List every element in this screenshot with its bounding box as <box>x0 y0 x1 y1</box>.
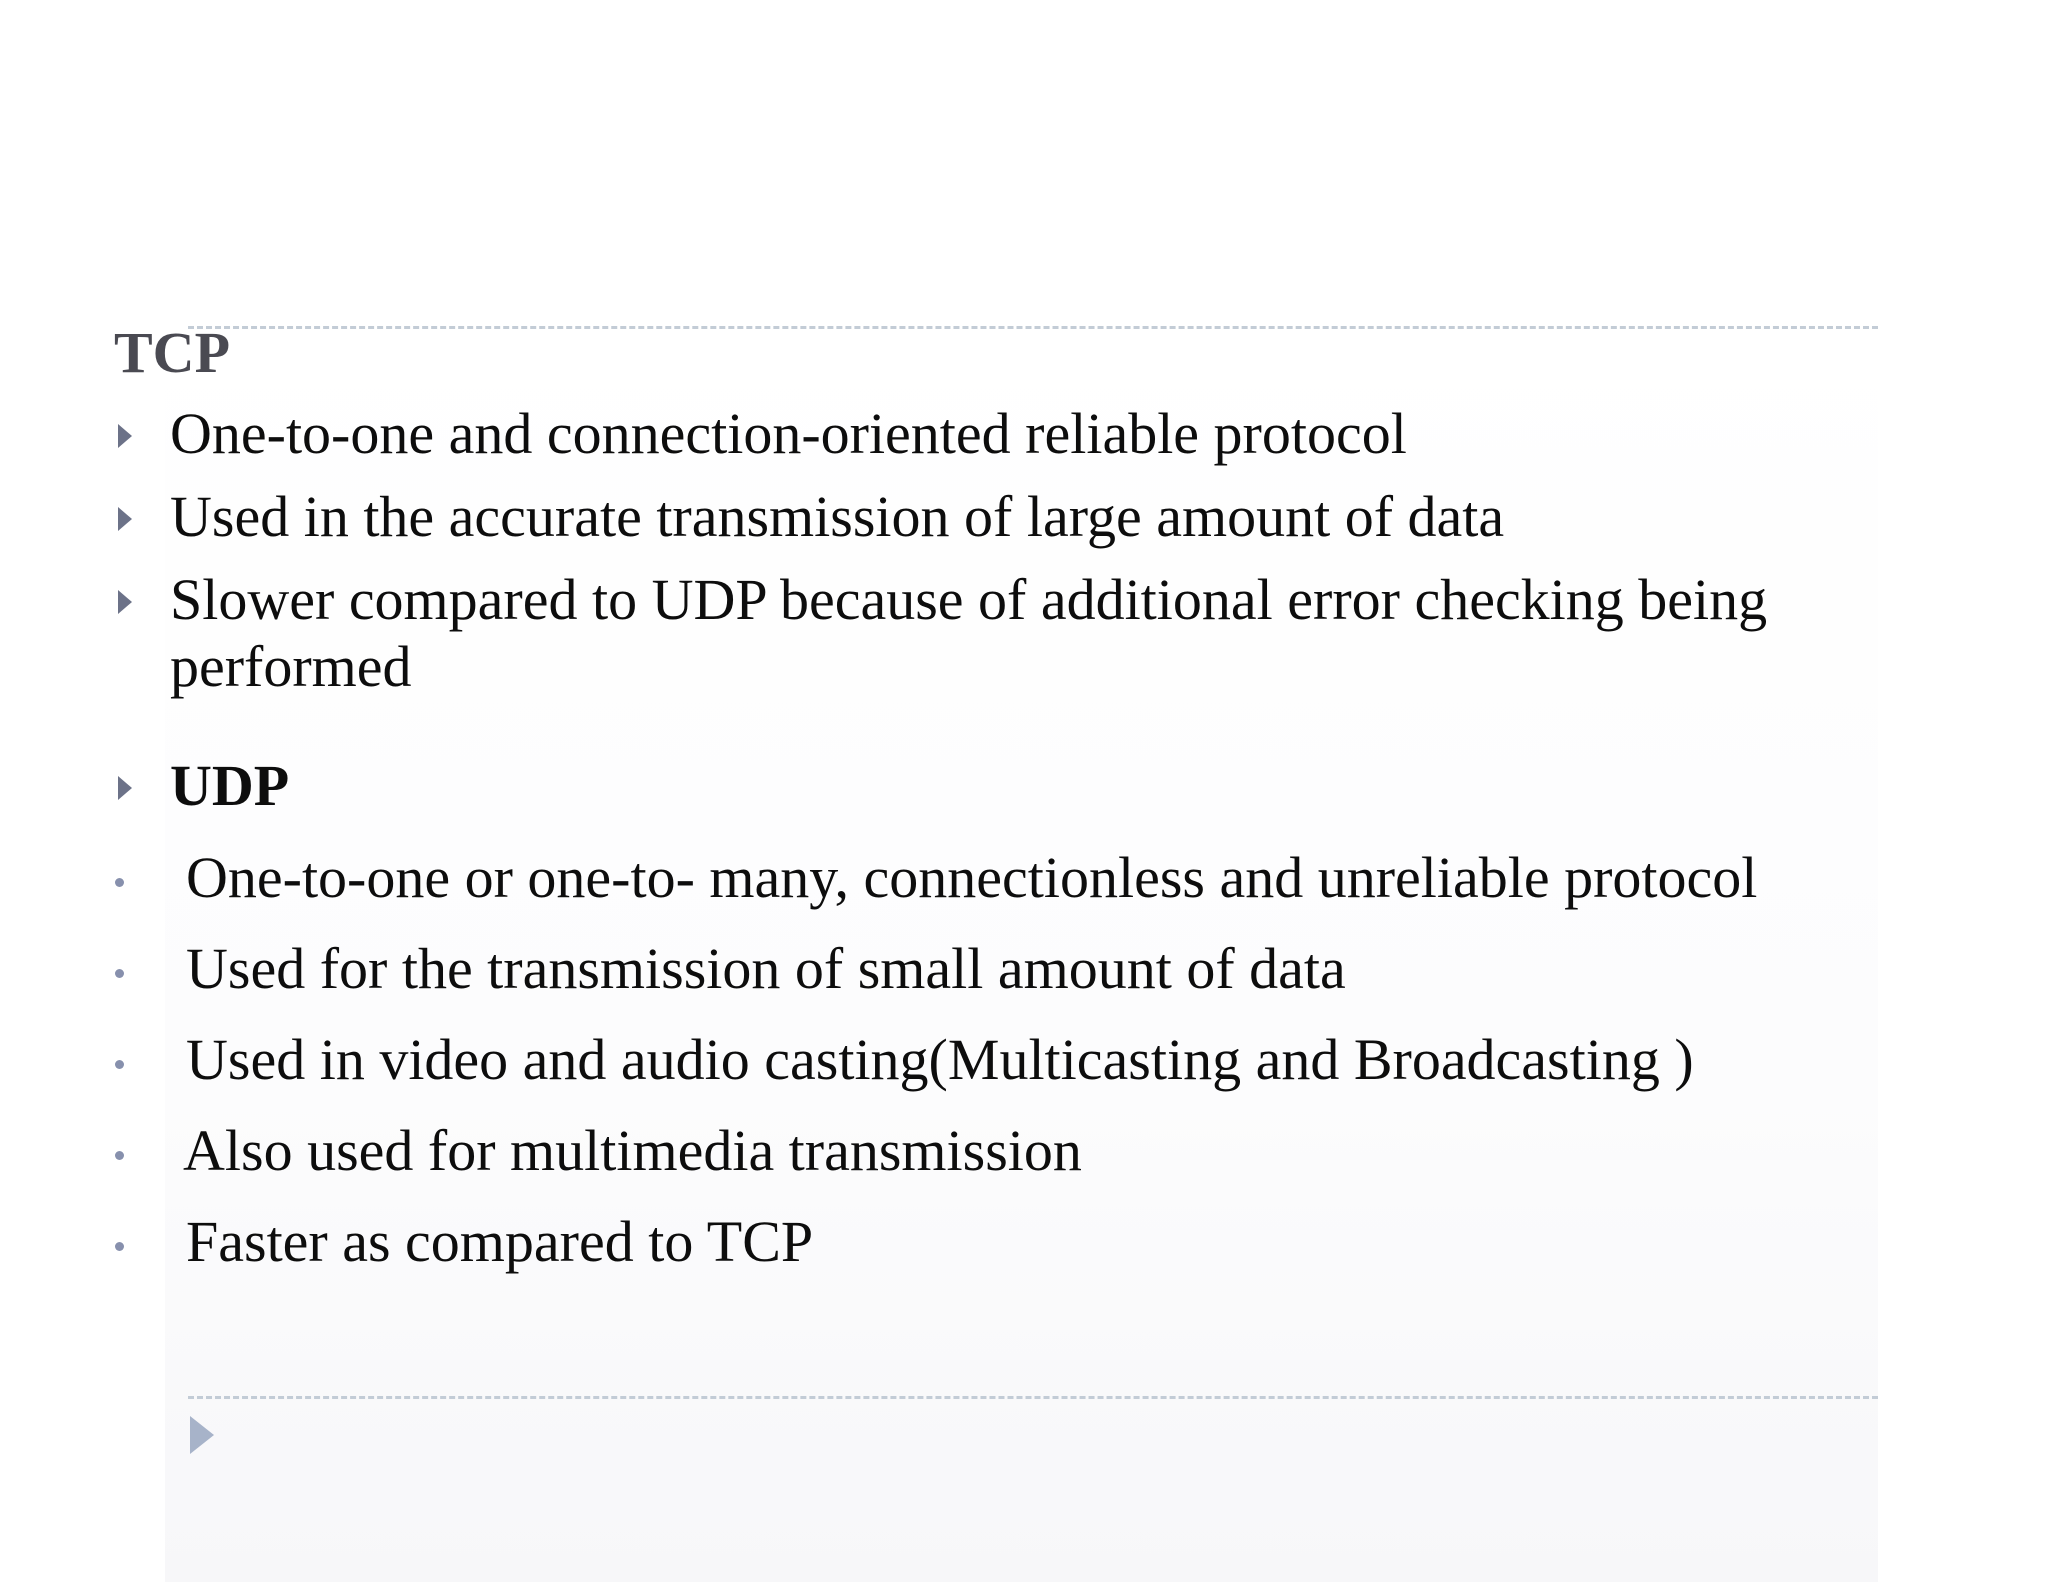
slide-title: TCP <box>114 320 230 385</box>
udp-point-1: One-to-one or one-to- many, connectionless and unreliable protocol <box>186 845 1758 910</box>
udp-heading: UDP <box>170 753 290 818</box>
triangle-bullet-icon <box>118 507 132 531</box>
bottom-dashed-divider <box>188 1396 1878 1399</box>
tcp-point-3: Slower compared to UDP because of additional error checking being <box>170 567 1768 632</box>
triangle-bullet-icon <box>118 590 132 614</box>
dot-bullet-icon <box>115 1060 124 1069</box>
triangle-bullet-icon <box>118 776 132 800</box>
tcp-point-3-continued: performed <box>170 634 412 699</box>
udp-point-5: Faster as compared to TCP <box>186 1209 814 1274</box>
triangle-bullet-icon <box>118 424 132 448</box>
dot-bullet-icon <box>115 878 124 887</box>
play-arrow-icon <box>190 1416 214 1454</box>
dot-bullet-icon <box>115 1151 124 1160</box>
tcp-point-2: Used in the accurate transmission of large amount of data <box>170 484 1505 549</box>
udp-point-3: Used in video and audio casting(Multicasting and Broadcasting ) <box>186 1027 1694 1092</box>
udp-point-2: Used for the transmission of small amount of data <box>186 936 1346 1001</box>
udp-point-4: Also used for multimedia transmission <box>183 1118 1082 1183</box>
tcp-point-1: One-to-one and connection-oriented reliable protocol <box>170 401 1407 466</box>
dot-bullet-icon <box>115 969 124 978</box>
dot-bullet-icon <box>115 1242 124 1251</box>
top-dashed-divider <box>188 326 1878 329</box>
